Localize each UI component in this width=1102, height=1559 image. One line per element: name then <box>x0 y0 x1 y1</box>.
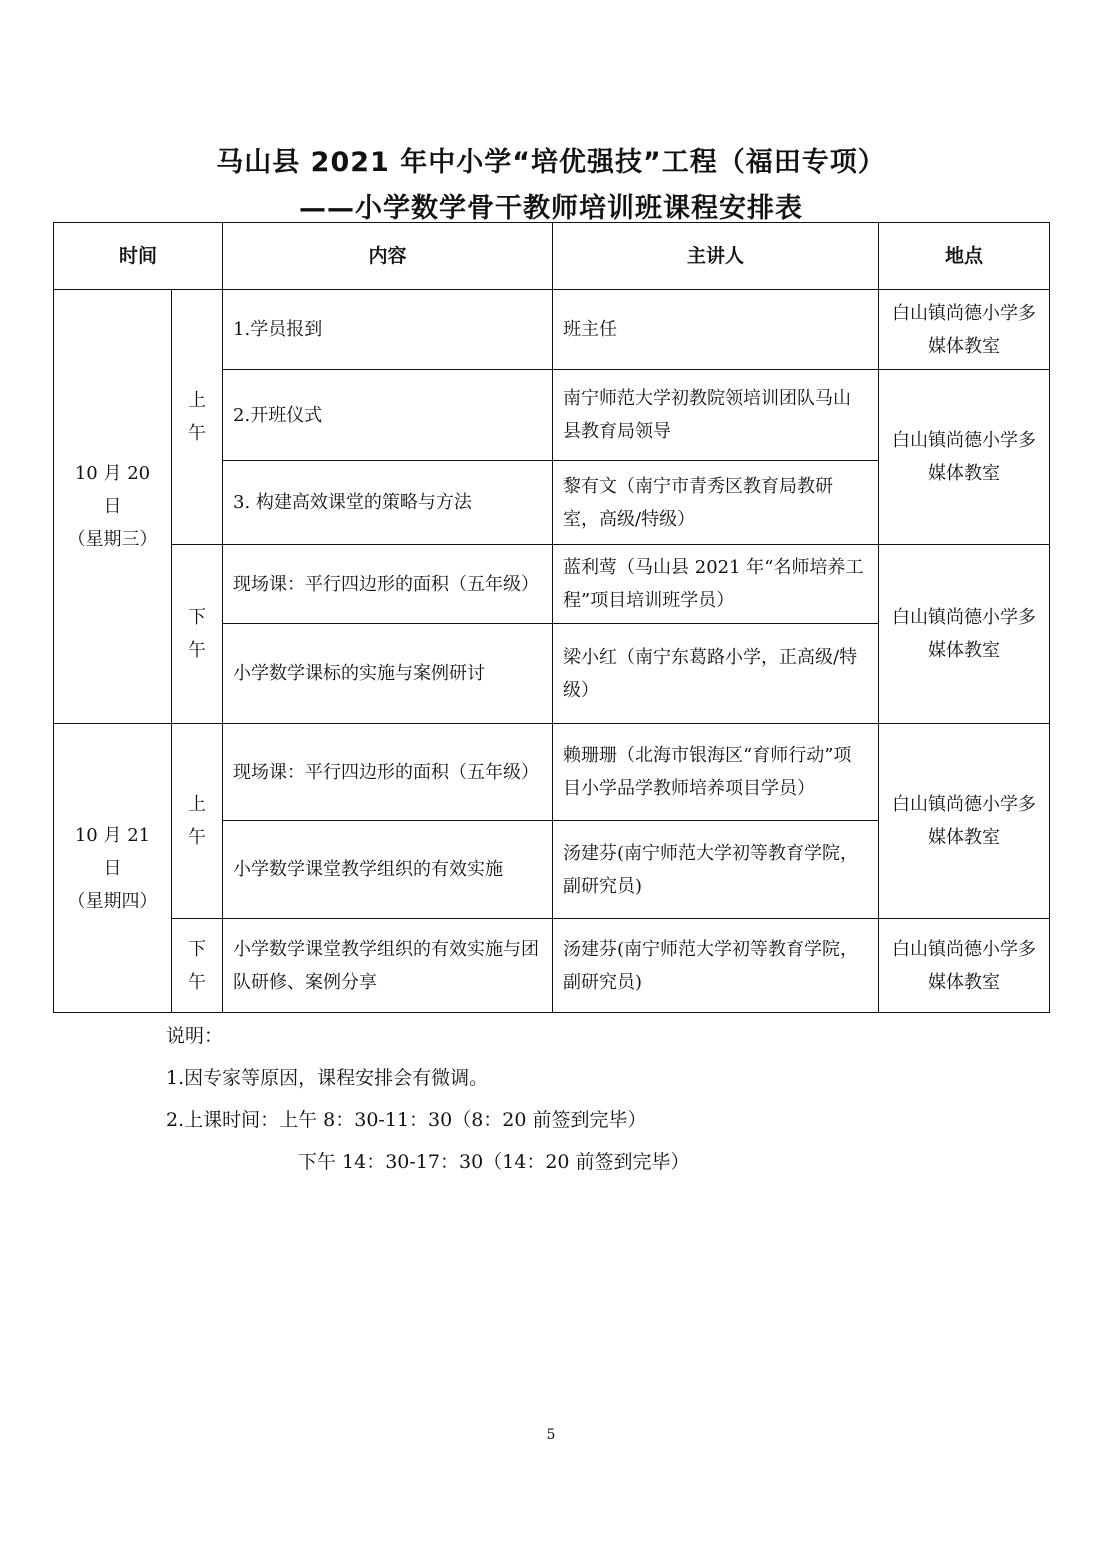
period-label: 上 <box>188 794 206 815</box>
table-row <box>54 545 1050 624</box>
session-content: 小学数学课标的实施与案例研讨 <box>223 624 553 724</box>
table-row <box>54 290 1050 370</box>
header-speaker: 主讲人 <box>553 223 879 290</box>
table-row <box>54 919 1050 1013</box>
period-label: 午 <box>188 640 206 661</box>
period-label: 午 <box>188 971 206 993</box>
period-label: 午 <box>188 827 206 848</box>
period-label: 上 <box>188 390 206 411</box>
notes-item: 1.因专家等原因，课程安排会有微调。 <box>166 1067 489 1089</box>
date-text: 10 月 20 日 <box>74 463 151 517</box>
session-content: 3. 构建高效课堂的策略与方法 <box>223 461 553 545</box>
period-cell-afternoon <box>172 545 223 724</box>
session-content: 现场课：平行四边形的面积（五年级） <box>223 545 553 624</box>
session-speaker: 汤建芬(南宁师范大学初等教育学院，副研究员) <box>553 821 879 919</box>
period-cell-morning <box>172 724 223 919</box>
table-row <box>54 724 1050 821</box>
header-content: 内容 <box>223 223 553 290</box>
session-location: 白山镇尚德小学多媒体教室 <box>879 290 1050 370</box>
notes-section <box>166 1015 690 1183</box>
session-location: 白山镇尚德小学多媒体教室 <box>879 370 1050 545</box>
session-content: 小学数学课堂教学组织的有效实施 <box>223 821 553 919</box>
period-label: 午 <box>188 423 206 444</box>
period-cell-afternoon <box>172 919 223 1013</box>
period-cell-morning <box>172 290 223 545</box>
header-time: 时间 <box>54 223 223 290</box>
session-speaker: 蓝利莺（马山县 2021 年“名师培养工程”项目培训班学员） <box>553 545 879 624</box>
document-title: 马山县 2021 年中小学“培优强技”工程（福田专项） <box>216 147 886 178</box>
header-location: 地点 <box>879 223 1050 290</box>
period-label: 下 <box>188 938 206 960</box>
table-header-row <box>54 223 1050 290</box>
session-speaker: 赖珊珊（北海市银海区“育师行动”项目小学品学教师培养项目学员） <box>553 724 879 821</box>
session-content: 小学数学课堂教学组织的有效实施与团队研修、案例分享 <box>223 919 553 1013</box>
session-content: 2.开班仪式 <box>223 370 553 461</box>
session-speaker: 黎有文（南宁市青秀区教育局教研室，高级/特级） <box>553 461 879 545</box>
notes-item: 2.上课时间：上午 8：30-11：30（8：20 前签到完毕） <box>166 1109 647 1131</box>
session-speaker: 汤建芬(南宁师范大学初等教育学院，副研究员) <box>553 919 879 1013</box>
notes-item: 下午 14：30-17：30（14：20 前签到完毕） <box>298 1151 690 1173</box>
session-speaker: 南宁师范大学初教院领培训团队马山县教育局领导 <box>553 370 879 461</box>
notes-heading: 说明： <box>166 1025 224 1047</box>
schedule-table <box>53 222 1050 1013</box>
session-location: 白山镇尚德小学多媒体教室 <box>879 919 1050 1013</box>
session-location: 白山镇尚德小学多媒体教室 <box>879 545 1050 724</box>
session-content: 现场课：平行四边形的面积（五年级） <box>223 724 553 821</box>
weekday-text: （星期四） <box>67 890 158 912</box>
session-speaker: 班主任 <box>553 290 879 370</box>
date-cell <box>54 290 172 724</box>
date-cell <box>54 724 172 1013</box>
session-speaker: 梁小红（南宁东葛路小学，正高级/特级） <box>553 624 879 724</box>
page-number: 5 <box>546 1427 556 1443</box>
session-location: 白山镇尚德小学多媒体教室 <box>879 724 1050 919</box>
date-text: 10 月 21 日 <box>74 824 151 879</box>
session-content: 1.学员报到 <box>223 290 553 370</box>
document-subtitle: ——小学数学骨干教师培训班课程安排表 <box>299 193 803 224</box>
period-label: 下 <box>188 607 206 628</box>
weekday-text: （星期三） <box>67 529 158 550</box>
